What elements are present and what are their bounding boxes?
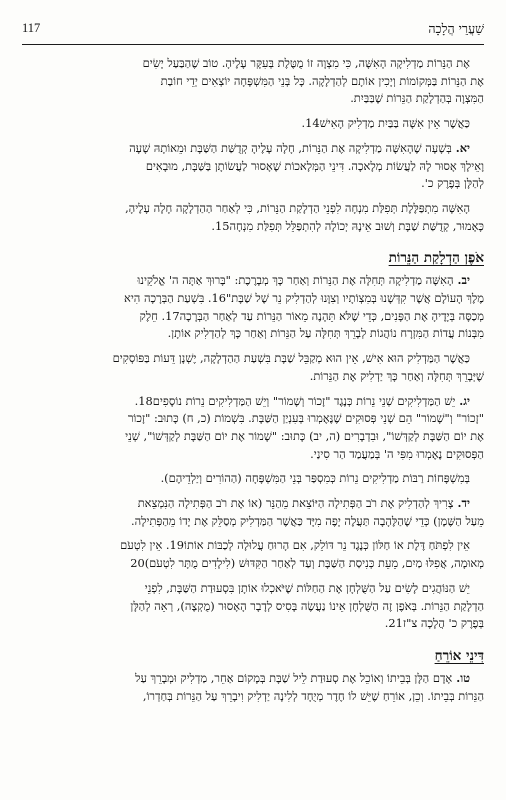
text-line: כַּאֲשֶׁר הַמַּדְלִיק הוּא אִישׁ, אֵין הוּא מְקַבֵּל שַׁבָּת בִּשְׁעַת הַהַדְלָקָה, יֶשְׁנָן דֵּעוֹת בַּפּוֹסְקִים <box>112 351 470 366</box>
numbered-paragraph <box>22 393 484 464</box>
text-line: יג. יֵשׁ הַמַּדְלִיקִים שְׁנֵי נֵרוֹת כְּנֶגֶד "זָכוֹר וְשָׁמוֹר" וְיֵשׁ הַמַּדְלִיקִים נֵרוֹת נוֹסָפִים18. <box>134 393 470 408</box>
text-line: טו. אָדָם הַלָּן בְּבֵיתוֹ וְאוֹכֵל אֶת סְעוּדַת לֵיל שַׁבָּת בְּמָקוֹם אַחֵר, מַדְלִיק וּמְבָרֵךְ עַל <box>135 670 470 685</box>
paragraph <box>22 200 484 235</box>
header-rule <box>22 44 484 45</box>
paragraph <box>22 350 484 385</box>
paragraph-number: יג. <box>455 393 470 408</box>
paragraph-number: יב. <box>453 273 470 288</box>
text-line: בְּמִשְׁפָּחוֹת רַבּוֹת מַדְלִיקִים נֵרוֹת כְּמִסְפַּר בְּנֵי הַמִּשְׁפָּחָה (הַהוֹרִים וְיַלְדֵיהֶם). <box>160 471 470 486</box>
text-line: הַנֵּרוֹת בְּבֵיתוֹ. וְכֵן, אוֹרֵחַ שֶׁיֵּשׁ לוֹ חֶדֶר מְיֻחָד לְלִינָה יַדְלִיק וִיבָרֵךְ עַל הַנֵּרוֹת בְּחַדְרוֹ, <box>142 688 484 703</box>
text-line: מֶלֶךְ הָעוֹלָם אֲשֶׁר קִדְּשָׁנוּ בְּמִצְוֹתָיו וְצִוָּנוּ לְהַדְלִיק נֵר שֶׁל שַׁבָּת"16. בִּשְׁעַת הַבְּרָכָה הִיא <box>123 291 484 306</box>
text-line: אֶת יוֹם הַשַּׁבָּת לְקַדְּשׁוֹ", וּבִדְבָרִים (ה, יב) כָּתוּב: "שָׁמוֹר אֶת יוֹם הַשַּׁבָּת לְקַדְּשׁוֹ", שְׁנֵי <box>125 428 484 443</box>
section-heading: אֹפֶן הַדְלָקַת הַנֵּרוֹת <box>388 250 484 267</box>
paragraph-number: טו. <box>452 670 470 685</box>
paragraph-number: יד. <box>453 496 470 511</box>
text-line: הָאִשָּׁה מִתְפַּלֶּלֶת תְּפִלַּת מִנְחָה לִפְנֵי הַדְלָקַת הַנֵּרוֹת, כִּי לְאַחַר הַהַדְלָקָה חָלָה עָלֶיהָ, <box>125 200 470 215</box>
text-line: מְכַסָּה בְּיָדֶיהָ אֶת הַפָּנִים, כְּדֵי שֶׁלֹּא תֵּהָנֶה מֵאוֹר הַנֵּרוֹת עַד לְאַחַר הַבְּרָכָה17. חֵלֶק <box>139 308 484 323</box>
paragraph <box>22 537 484 572</box>
paragraph-number: יא. <box>451 140 470 155</box>
text-line: כָּאָמוּר, קְדֻשַּׁת שַׁבָּת וְשׁוּב אֵינָהּ יְכוֹלָה לְהִתְפַּלֵּל תְּפִלַּת מִנְחָה15. <box>211 218 484 233</box>
running-title: שַׁעֲרֵי הֲלָכָה <box>428 21 484 36</box>
numbered-paragraph <box>22 670 484 705</box>
paragraph <box>22 470 484 488</box>
paragraph <box>22 115 484 133</box>
text-line: אֵין לִפְתֹּחַ דֶּלֶת אוֹ חַלּוֹן כְּנֶגֶד נֵר דּוֹלֵק, אִם הָרוּחַ עֲלוּלָה לְכַבּוֹת אוֹתוֹ19. אֵין לִטְעֹם <box>120 538 470 553</box>
paragraph <box>22 580 484 633</box>
text-line: אֶת הַנֵּרוֹת מַדְלִיקָה הָאִשָּׁה, כִּי מִצְוָה זוֹ מֻטֶּלֶת בְּעִקָּר עָלֶיהָ. טוֹב שֶׁהַבַּעַל יָשִׂים <box>142 56 470 70</box>
text-line: לְהַלָּן בְּפֶרֶק כ'. <box>421 176 484 191</box>
section-heading: דִּינֵי אוֹרֵחַ <box>434 647 484 664</box>
text-line: בְּפֶרֶק כ' הֲלָכָה צ"ז21. <box>384 616 484 631</box>
text-line: כַּאֲשֶׁר אֵין אִשָּׁה בַּבַּיִת מַדְלִיק הָאִישׁ14. <box>301 116 470 131</box>
paragraph <box>22 55 484 108</box>
text-line: "זָכוֹר" וְ"שָׁמוֹר" הֵם שְׁנֵי פְּסוּקִים שֶׁנֶּאֶמְרוּ בְּעִנְיַן הַשַּׁבָּת. בִּשְׁמוֹת (כ, ח) כָּתוּב: "זָכוֹר <box>127 411 484 426</box>
text-line: הַפְּסוּקִים נֶאֶמְרוּ מִפִּי ה' בְּמַעֲמַד הַר סִינַי. <box>310 446 484 461</box>
text-line: יד. צָרִיךְ לְהַדְלִיק אֶת רֹב הַפְּתִילָה הַיּוֹצֵאת מֵהַנֵּר (אוֹ אֶת רֹב הַפְּתִילָה הַנִּמְצֵאת <box>137 496 470 511</box>
text-line: וָאֵילָךְ אָסוּר לָהּ לַעֲשׂוֹת מְלָאכָה. דִּינֵי הַמְּלָאכוֹת שֶׁאָסוּר לַעֲשׂוֹתָן בַּשַּׁבָּת, מוּבָאִים <box>145 158 484 173</box>
text-line: יֵשׁ הַנּוֹהֲגִים לָשִׂים עַל הַשֻּׁלְחָן אֶת הַחַלּוֹת שֶׁיֹּאכְלוּ אוֹתָן בִּסְעוּדַת הַשַּׁבָּת, לִפְנֵי <box>144 580 470 595</box>
text-line: מִבְּנוֹת עֲדוֹת הַמִּזְרָח נוֹהֲגוֹת לְבָרֵךְ תְּחִלָּה עַל הַנֵּרוֹת וְאַחַר כָּךְ לְהַדְלִיק אוֹתָן. <box>167 326 484 341</box>
text-line: יב. הָאִשָּׁה מַדְלִיקָה תְּחִלָּה אֶת הַנֵּרוֹת וְאַחַר כָּךְ מְבָרֶכֶת: "בָּרוּךְ אַתָּה ה' אֱלֹקֵינוּ <box>137 273 470 288</box>
text-line: מֵעַל הַשֶּׁמֶן) כְּדֵי שֶׁהַלֶּהָבָה תַּעֲלֶה יָפֶה מִיָּד כַּאֲשֶׁר הַמַּדְלִיק מְסַלֵּק אֶת יָדוֹ מֵהַפְּתִילָה. <box>130 513 484 528</box>
numbered-paragraph <box>22 272 484 343</box>
text-line: שֶׁיְּבָרֵךְ תְּחִלָּה וְאַחַר כָּךְ יַדְלִיק אֶת הַנֵּרוֹת. <box>309 368 484 383</box>
text-line: הַמִּצְוָה בְּהַדְלָקַת הַנֵּרוֹת שֶׁבַּבַּיִת. <box>350 91 484 106</box>
numbered-paragraph <box>22 495 484 530</box>
text-line: מְאוּמָה, אֲפִלּוּ מַיִם, מֵעֵת כְּנִיסַת הַשַּׁבָּת וְעַד לְאַחַר הַקִּדּוּשׁ (לִילָדִים מֻתָּר לִטְעֹם)20 <box>130 556 484 571</box>
page-number: 117 <box>22 21 41 35</box>
text-line: אֶת הַנֵּרוֹת בַּמְּקוֹמוֹת וְיָכִין אוֹתָם לְהַדְלָקָה. כָּל בְּנֵי הַמִּשְׁפָּחָה יוֹצְאִים יְדֵי חוֹבַת <box>160 73 484 88</box>
text-line: הַדְלָקַת הַנֵּרוֹת. בְּאֹפֶן זֶה הַשֻּׁלְחָן אֵינוֹ נַעֲשֶׂה בָּסִיס לְדָבָר הָאָסוּר (מֻקְצֶה), רְאֵה לְהַלָּן <box>130 598 484 613</box>
text-line: יא. בְּשָׁעָה שֶׁהָאִשָּׁה מַדְלִיקָה אֶת הַנֵּרוֹת, חָלָה עָלֶיהָ קְדֻשַּׁת הַשַּׁבָּת וּמֵאוֹתָהּ שָׁעָה <box>129 140 470 155</box>
numbered-paragraph <box>22 140 484 193</box>
page-body <box>22 55 484 712</box>
